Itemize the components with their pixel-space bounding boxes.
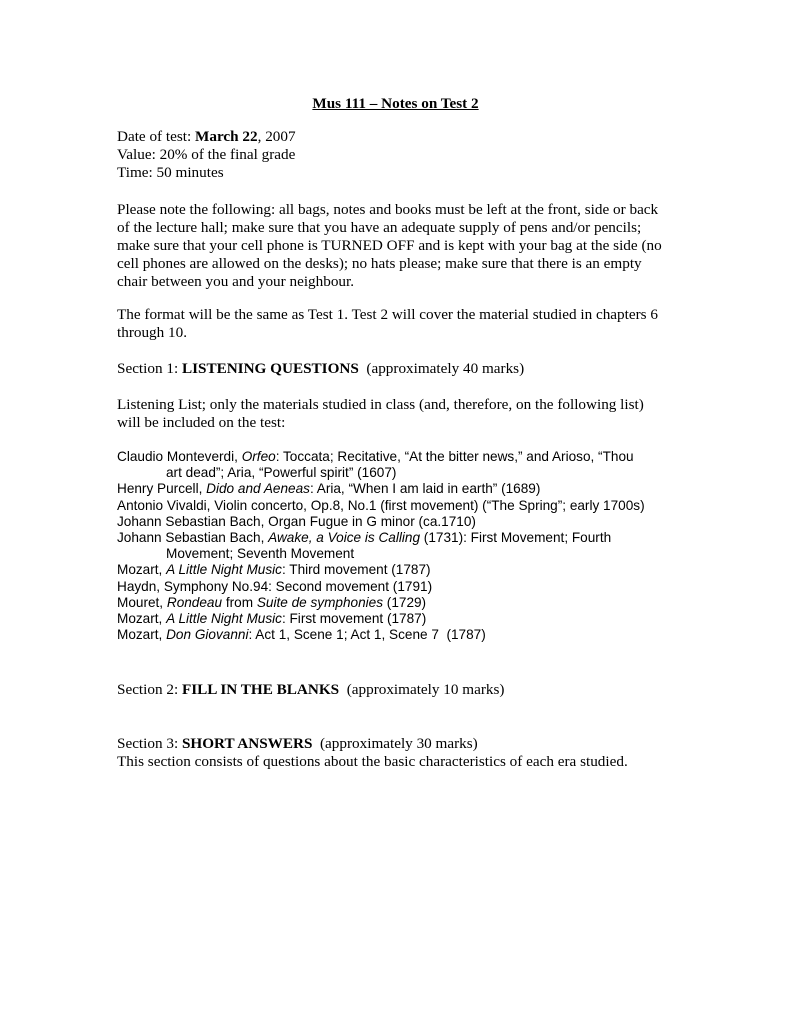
list-item: Mozart, A Little Night Music: First movement (1787): [117, 611, 427, 627]
note-line: chair between you and your neighbour.: [117, 273, 355, 290]
listening-intro-line: will be included on the test:: [117, 414, 286, 431]
page-title: Mus 111 – Notes on Test 2: [312, 95, 479, 112]
section-3-title: SHORT ANSWERS: [181, 735, 313, 752]
test-date-label: Date of test:: [117, 128, 196, 145]
section-3-description: This section consists of questions about the basic characteristics of each era studied.: [117, 753, 628, 770]
section-2-heading: [117, 681, 677, 699]
list-item: Henry Purcell, Dido and Aeneas: Aria, “When I am laid in earth” (1689): [117, 481, 541, 497]
format-line: through 10.: [117, 324, 188, 341]
listening-list: [117, 449, 717, 643]
list-item: Mozart, Don Giovanni: Act 1, Scene 1; Act 1, Scene 7 (1787): [117, 627, 486, 643]
test-date-year: , 2007: [257, 128, 296, 145]
list-item-continuation: Movement; Seventh Movement: [166, 546, 355, 562]
section-3-heading: [117, 735, 717, 753]
list-item: Haydn, Symphony No.94: Second movement (1791): [117, 578, 433, 594]
list-item: Mouret, Rondeau from Suite de symphonies (1729): [117, 594, 427, 610]
section-1-marks: (approximately 40 marks): [358, 360, 525, 377]
section-2-title: FILL IN THE BLANKS: [181, 681, 340, 698]
note-line: Please note the following: all bags, notes and books must be left at the front, side or back: [117, 201, 659, 218]
note-line: make sure that your cell phone is TURNED OFF and is kept with your bag at the side (no: [117, 237, 662, 254]
note-line: of the lecture hall; make sure that you have an adequate supply of pens and/or pencils;: [117, 219, 642, 236]
section-3-marks: (approximately 30 marks): [312, 735, 478, 752]
list-item: Claudio Monteverdi, Orfeo: Toccata; Recitative, “At the bitter news,” and Arioso, “Thou: [117, 449, 634, 464]
list-item-continuation: art dead”; Aria, “Powerful spirit” (1607): [166, 465, 397, 481]
test-value: Value: 20% of the final grade: [117, 146, 296, 163]
list-item: Antonio Vivaldi, Violin concerto, Op.8, No.1 (first movement) (“The Spring”; early 1700s): [117, 497, 645, 513]
section-2-marks: (approximately 10 marks): [339, 681, 505, 698]
test-time: Time: 50 minutes: [117, 164, 224, 181]
test-info: [117, 128, 677, 182]
listening-intro-line: Listening List; only the materials studied in class (and, therefore, on the following list): [117, 396, 644, 413]
section-2-prefix: Section 2:: [117, 681, 182, 698]
test-date-value: March 22: [195, 128, 258, 145]
list-item: Johann Sebastian Bach, Organ Fugue in G minor (ca.1710): [117, 513, 476, 529]
listening-intro: [117, 396, 677, 432]
section-1-title: LISTENING QUESTIONS: [181, 360, 359, 377]
list-item: Mozart, A Little Night Music: Third movement (1787): [117, 562, 431, 578]
format-line: The format will be the same as Test 1. Test 2 will cover the material studied in chapters 6: [117, 306, 658, 323]
note-line: cell phones are allowed on the desks); no hats please; make sure that there is an empty: [117, 255, 642, 272]
section-3-prefix: Section 3:: [117, 735, 182, 752]
format-paragraph: [117, 306, 677, 342]
test-date: [117, 128, 677, 146]
section-1-heading: [117, 360, 677, 378]
notes-paragraph: [117, 201, 677, 291]
section-3: [117, 735, 717, 771]
section-1-prefix: Section 1:: [117, 360, 182, 377]
list-item: Johann Sebastian Bach, Awake, a Voice is Calling (1731): First Movement; Fourth: [117, 530, 612, 546]
